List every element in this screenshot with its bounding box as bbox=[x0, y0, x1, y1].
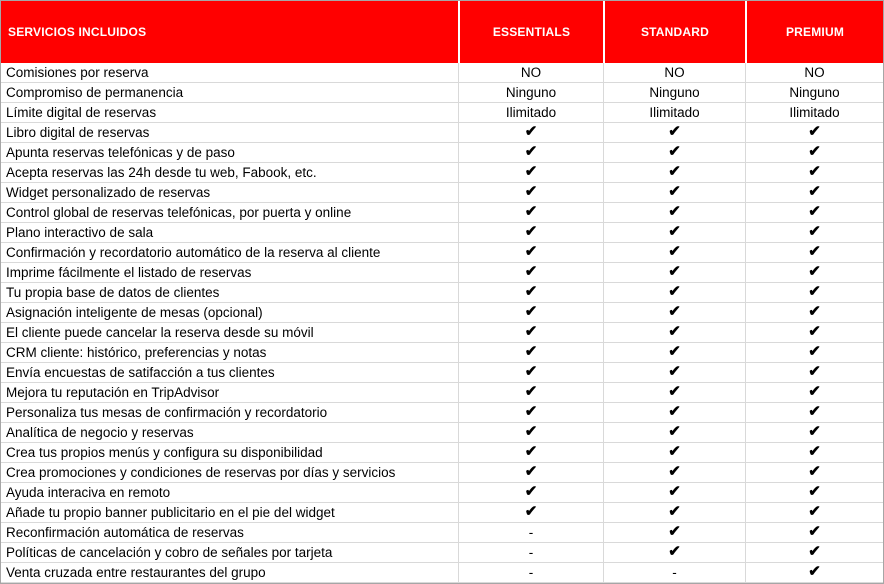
check-icon: ✔ bbox=[603, 303, 745, 322]
table-row bbox=[1, 83, 883, 103]
feature-label: Venta cruzada entre restaurantes del grupo bbox=[6, 564, 266, 580]
check-icon: ✔ bbox=[603, 203, 745, 222]
check-icon: ✔ bbox=[745, 163, 883, 182]
check-icon: ✔ bbox=[458, 423, 603, 442]
table-row bbox=[1, 563, 883, 583]
feature-label: Asignación inteligente de mesas (opcional) bbox=[6, 304, 263, 320]
table-row bbox=[1, 523, 883, 543]
check-icon: ✔ bbox=[745, 283, 883, 302]
feature-label: Compromiso de permanencia bbox=[6, 84, 184, 100]
check-icon: ✔ bbox=[458, 283, 603, 302]
table-row bbox=[1, 283, 883, 303]
check-icon: ✔ bbox=[745, 303, 883, 322]
table-row bbox=[1, 403, 883, 423]
not-included-dash: - bbox=[458, 523, 603, 542]
check-icon: ✔ bbox=[603, 423, 745, 442]
check-icon: ✔ bbox=[458, 203, 603, 222]
table-row bbox=[1, 183, 883, 203]
header-services-included: SERVICIOS INCLUIDOS bbox=[8, 25, 147, 39]
table-row bbox=[1, 303, 883, 323]
check-icon: ✔ bbox=[745, 263, 883, 282]
check-icon: ✔ bbox=[745, 443, 883, 462]
check-icon: ✔ bbox=[458, 123, 603, 142]
check-icon: ✔ bbox=[603, 183, 745, 202]
check-icon: ✔ bbox=[458, 163, 603, 182]
feature-label: Widget personalizado de reservas bbox=[6, 184, 211, 200]
check-icon: ✔ bbox=[603, 123, 745, 142]
check-icon: ✔ bbox=[745, 383, 883, 402]
check-icon: ✔ bbox=[603, 323, 745, 342]
feature-label: Tu propia base de datos de clientes bbox=[6, 284, 220, 300]
check-icon: ✔ bbox=[745, 483, 883, 502]
feature-label: Confirmación y recordatorio automático de la reserva al cliente bbox=[6, 244, 381, 260]
check-icon: ✔ bbox=[458, 143, 603, 162]
check-icon: ✔ bbox=[745, 223, 883, 242]
feature-label: El cliente puede cancelar la reserva desde su móvil bbox=[6, 324, 314, 340]
table-row bbox=[1, 223, 883, 243]
feature-label: Crea tus propios menús y configura su disponibilidad bbox=[6, 444, 323, 460]
feature-label: Control global de reservas telefónicas, por puerta y online bbox=[6, 204, 352, 220]
header-plan-standard: STANDARD bbox=[603, 1, 745, 63]
feature-label: Analítica de negocio y reservas bbox=[6, 424, 194, 440]
check-icon: ✔ bbox=[603, 523, 745, 542]
check-icon: ✔ bbox=[745, 363, 883, 382]
plan-value: Ilimitado bbox=[603, 103, 745, 122]
not-included-dash: - bbox=[458, 563, 603, 582]
table-row bbox=[1, 263, 883, 283]
feature-label: Envía encuestas de satifacción a tus clientes bbox=[6, 364, 275, 380]
plan-value: NO bbox=[603, 63, 745, 82]
check-icon: ✔ bbox=[745, 503, 883, 522]
check-icon: ✔ bbox=[745, 123, 883, 142]
header-plan-premium: PREMIUM bbox=[745, 1, 883, 63]
check-icon: ✔ bbox=[603, 283, 745, 302]
check-icon: ✔ bbox=[603, 223, 745, 242]
feature-label: Reconfirmación automática de reservas bbox=[6, 524, 244, 540]
feature-label: Personaliza tus mesas de confirmación y recordatorio bbox=[6, 404, 328, 420]
table-body bbox=[1, 63, 883, 583]
check-icon: ✔ bbox=[745, 463, 883, 482]
table-row bbox=[1, 363, 883, 383]
check-icon: ✔ bbox=[745, 243, 883, 262]
check-icon: ✔ bbox=[745, 203, 883, 222]
check-icon: ✔ bbox=[745, 343, 883, 362]
check-icon: ✔ bbox=[458, 303, 603, 322]
check-icon: ✔ bbox=[603, 143, 745, 162]
header-plan-essentials: ESSENTIALS bbox=[458, 1, 603, 63]
check-icon: ✔ bbox=[458, 483, 603, 502]
check-icon: ✔ bbox=[745, 183, 883, 202]
plan-value: Ninguno bbox=[458, 83, 603, 102]
feature-label: Mejora tu reputación en TripAdvisor bbox=[6, 384, 220, 400]
check-icon: ✔ bbox=[458, 503, 603, 522]
check-icon: ✔ bbox=[603, 443, 745, 462]
feature-label: Comisiones por reserva bbox=[6, 64, 149, 80]
plan-value: NO bbox=[745, 63, 883, 82]
not-included-dash: - bbox=[458, 543, 603, 562]
check-icon: ✔ bbox=[745, 563, 883, 582]
check-icon: ✔ bbox=[603, 403, 745, 422]
not-included-dash: - bbox=[603, 563, 745, 582]
plan-value: Ilimitado bbox=[745, 103, 883, 122]
check-icon: ✔ bbox=[603, 483, 745, 502]
feature-label: Plano interactivo de sala bbox=[6, 224, 154, 240]
check-icon: ✔ bbox=[458, 383, 603, 402]
table-row bbox=[1, 243, 883, 263]
check-icon: ✔ bbox=[603, 243, 745, 262]
check-icon: ✔ bbox=[603, 163, 745, 182]
check-icon: ✔ bbox=[745, 403, 883, 422]
feature-label: Añade tu propio banner publicitario en el pie del widget bbox=[6, 504, 335, 520]
check-icon: ✔ bbox=[745, 423, 883, 442]
check-icon: ✔ bbox=[603, 343, 745, 362]
table-row bbox=[1, 483, 883, 503]
table-header-row bbox=[1, 1, 883, 63]
feature-label: CRM cliente: histórico, preferencias y notas bbox=[6, 344, 267, 360]
table-row bbox=[1, 123, 883, 143]
check-icon: ✔ bbox=[745, 523, 883, 542]
feature-label: Límite digital de reservas bbox=[6, 104, 157, 120]
table-row bbox=[1, 103, 883, 123]
table-row bbox=[1, 423, 883, 443]
check-icon: ✔ bbox=[458, 363, 603, 382]
table-row bbox=[1, 543, 883, 563]
check-icon: ✔ bbox=[458, 463, 603, 482]
check-icon: ✔ bbox=[745, 143, 883, 162]
table-row bbox=[1, 383, 883, 403]
check-icon: ✔ bbox=[458, 443, 603, 462]
feature-label: Crea promociones y condiciones de reservas por días y servicios bbox=[6, 464, 396, 480]
check-icon: ✔ bbox=[458, 223, 603, 242]
feature-label: Imprime fácilmente el listado de reservas bbox=[6, 264, 252, 280]
check-icon: ✔ bbox=[458, 403, 603, 422]
table-row bbox=[1, 443, 883, 463]
check-icon: ✔ bbox=[603, 263, 745, 282]
table-row bbox=[1, 323, 883, 343]
feature-label: Apunta reservas telefónicas y de paso bbox=[6, 144, 235, 160]
plan-value: Ninguno bbox=[745, 83, 883, 102]
table-row bbox=[1, 63, 883, 83]
check-icon: ✔ bbox=[458, 343, 603, 362]
check-icon: ✔ bbox=[603, 383, 745, 402]
table-row bbox=[1, 343, 883, 363]
plan-value: Ninguno bbox=[603, 83, 745, 102]
plan-value: Ilimitado bbox=[458, 103, 603, 122]
check-icon: ✔ bbox=[745, 543, 883, 562]
feature-label: Políticas de cancelación y cobro de señales por tarjeta bbox=[6, 544, 333, 560]
table-row bbox=[1, 463, 883, 483]
table-row bbox=[1, 503, 883, 523]
check-icon: ✔ bbox=[458, 243, 603, 262]
table-row bbox=[1, 143, 883, 163]
check-icon: ✔ bbox=[603, 503, 745, 522]
feature-label: Acepta reservas las 24h desde tu web, Fabook, etc. bbox=[6, 164, 317, 180]
plan-value: NO bbox=[458, 63, 603, 82]
feature-label: Ayuda interaciva en remoto bbox=[6, 484, 171, 500]
table-row bbox=[1, 203, 883, 223]
check-icon: ✔ bbox=[603, 543, 745, 562]
table-row bbox=[1, 163, 883, 183]
check-icon: ✔ bbox=[458, 323, 603, 342]
check-icon: ✔ bbox=[603, 363, 745, 382]
check-icon: ✔ bbox=[458, 183, 603, 202]
check-icon: ✔ bbox=[458, 263, 603, 282]
feature-label: Libro digital de reservas bbox=[6, 124, 150, 140]
check-icon: ✔ bbox=[745, 323, 883, 342]
check-icon: ✔ bbox=[603, 463, 745, 482]
